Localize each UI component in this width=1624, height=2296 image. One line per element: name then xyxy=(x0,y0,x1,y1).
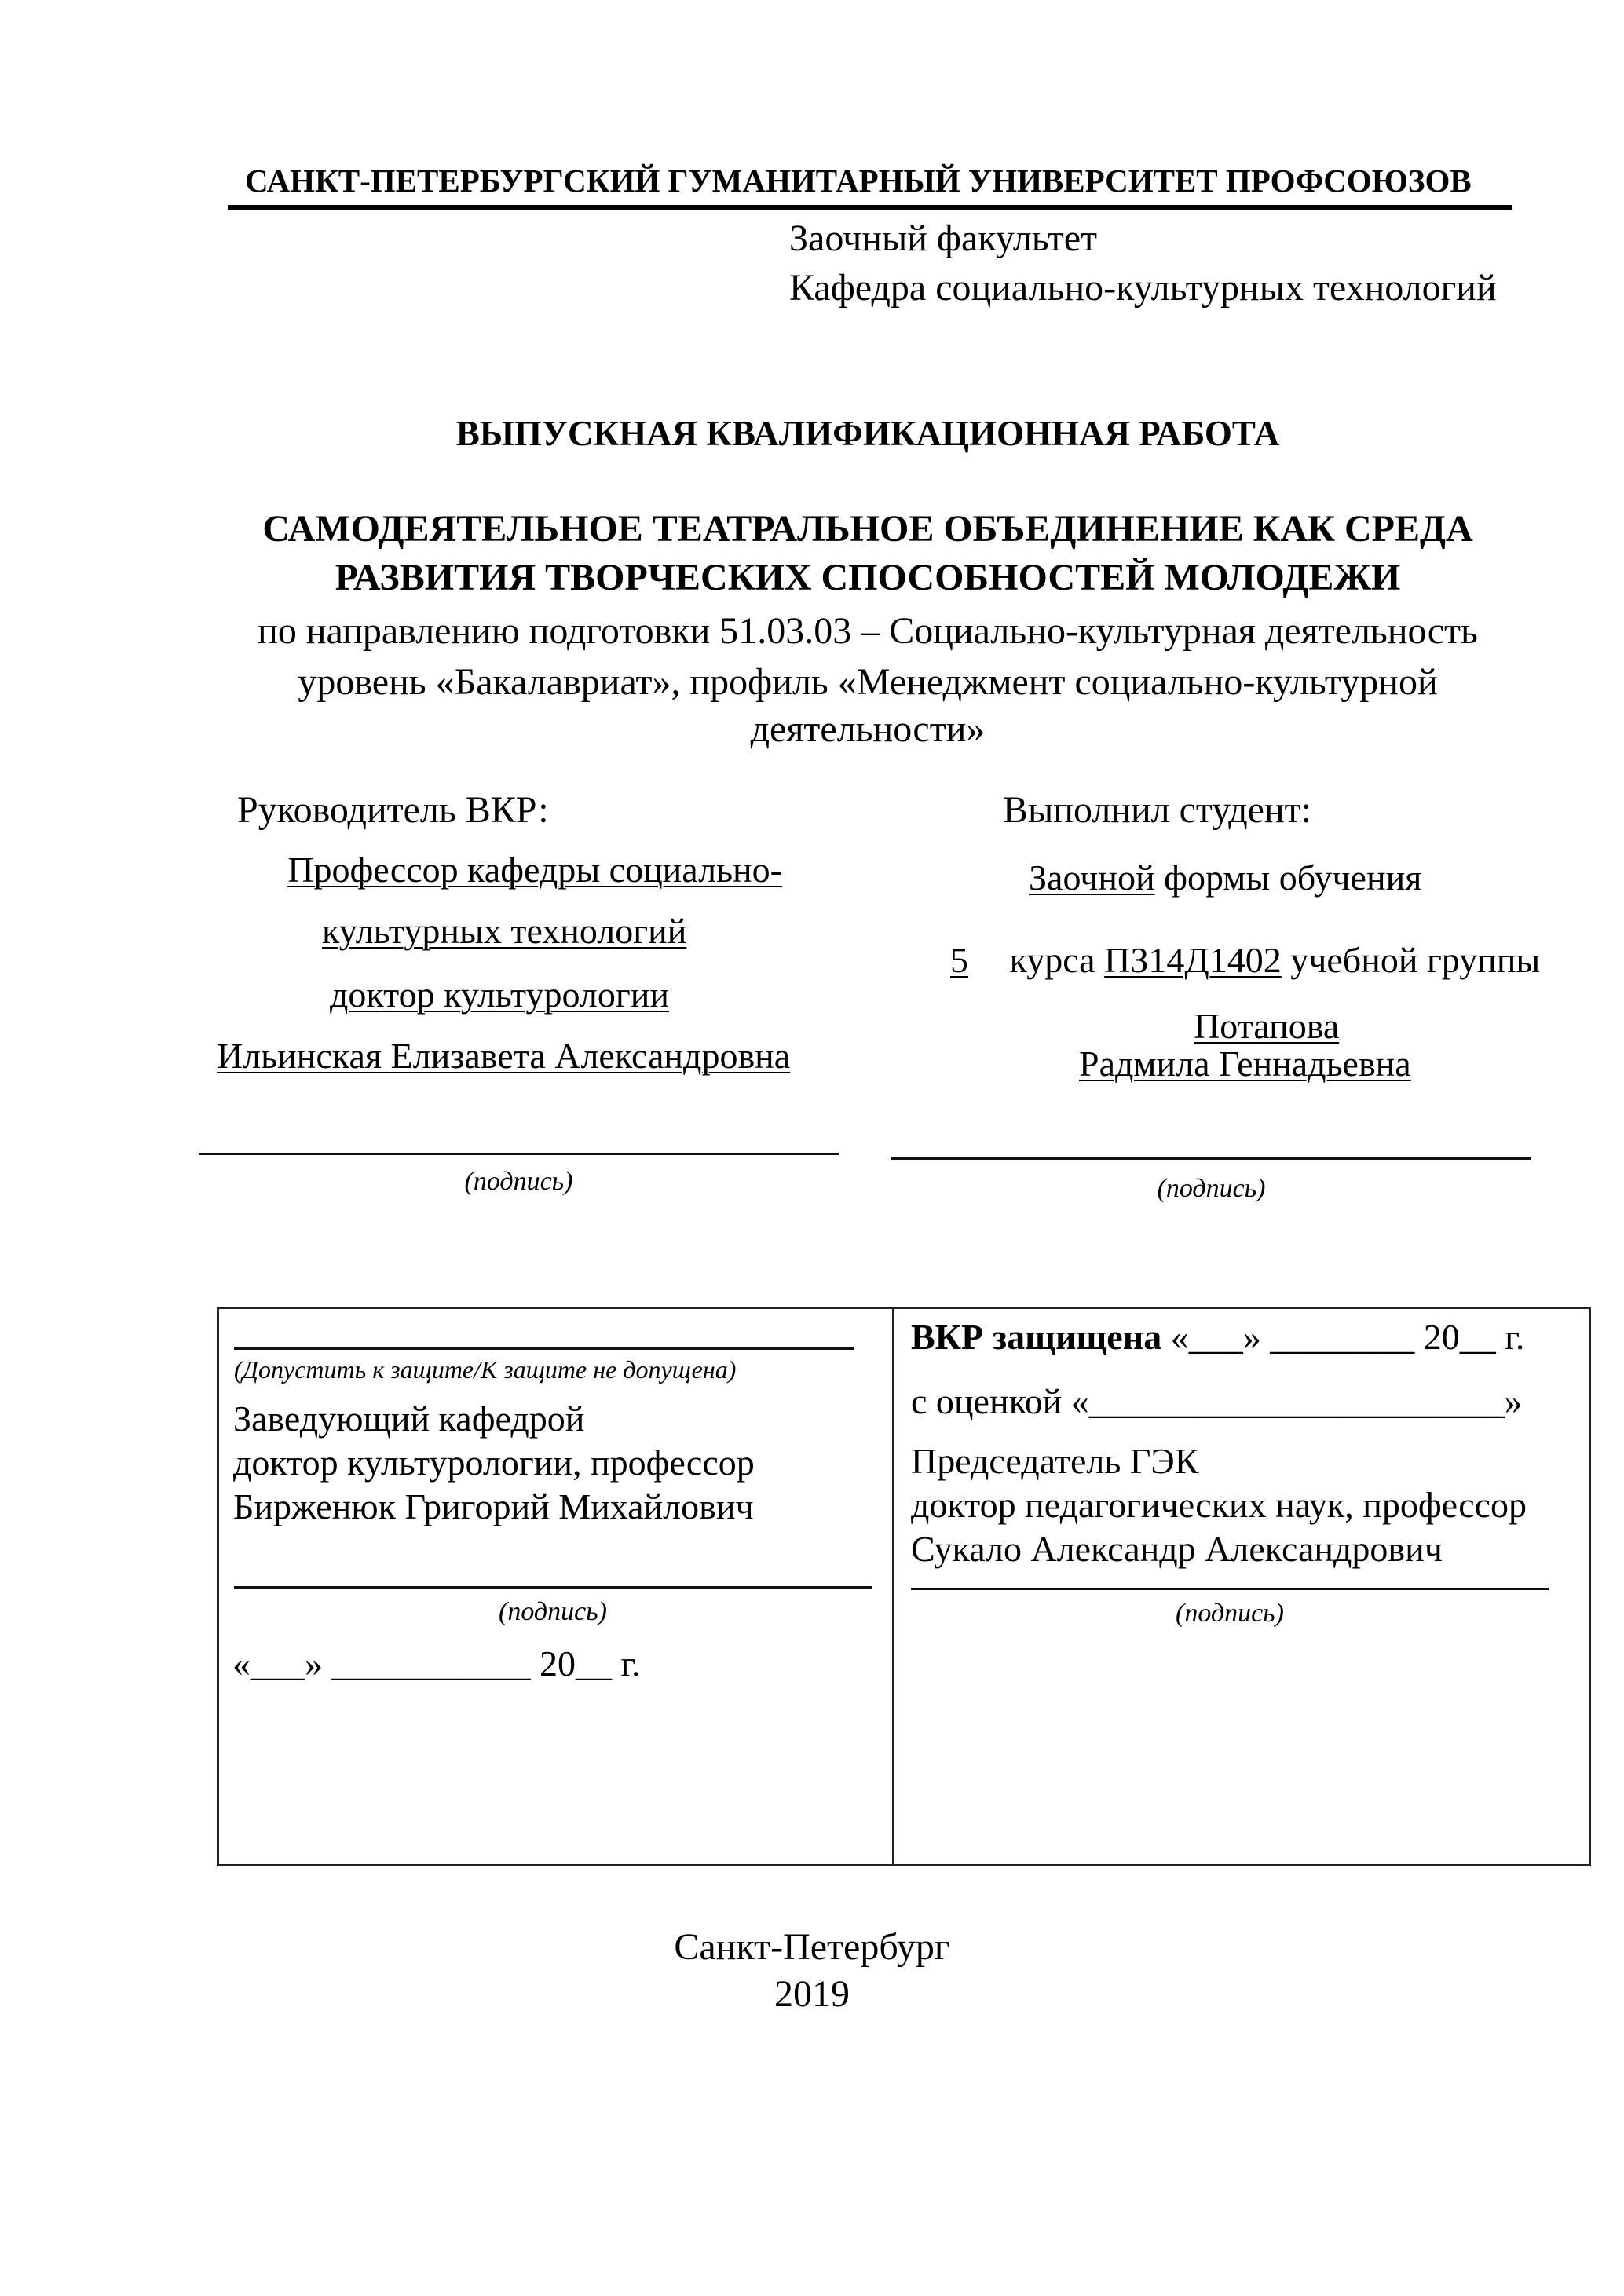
supervisor-position-line1 xyxy=(234,852,782,888)
head-of-department-role: Заведующий кафедрой xyxy=(233,1398,585,1439)
supervisor-position-text-2: культурных технологий xyxy=(322,911,687,951)
group-suffix: учебной группы xyxy=(1290,940,1541,980)
approval-box-divider xyxy=(892,1307,894,1866)
group-value: ПЗ14Д1402 xyxy=(1104,940,1282,980)
gek-signature-line[interactable] xyxy=(911,1588,1549,1590)
study-form-value: Заочной xyxy=(1029,857,1155,898)
thesis-title-line1: САМОДЕЯТЕЛЬНОЕ ТЕАТРАЛЬНОЕ ОБЪЕДИНЕНИЕ КАК СРЕДА xyxy=(262,508,1473,550)
student-label: Выполнил студент: xyxy=(1003,789,1311,831)
student-surname xyxy=(968,1008,1454,1044)
supervisor-name: Ильинская Елизавета Александровна xyxy=(217,1036,791,1076)
footer-city: Санкт-Петербург xyxy=(674,1926,950,1968)
student-signature-line[interactable] xyxy=(891,1157,1531,1160)
university-name: САНКТ-ПЕТЕРБУРГСКИЙ ГУМАНИТАРНЫЙ УНИВЕРСИТЕТ ПРОФСОЮЗОВ xyxy=(245,163,1472,199)
head-signature-caption: (подпись) xyxy=(499,1597,607,1626)
decision-line[interactable] xyxy=(234,1347,854,1350)
work-type-heading: ВЫПУСКНАЯ КВАЛИФИКАЦИОННАЯ РАБОТА xyxy=(455,414,1280,453)
supervisor-signature-caption: (подпись) xyxy=(464,1167,573,1196)
gek-chair-role: Председатель ГЭК xyxy=(911,1441,1199,1481)
direction-line2: уровень «Бакалавриат», профиль «Менеджмент социально-культурной xyxy=(298,661,1438,703)
direction-line3: деятельности» xyxy=(750,708,986,750)
course-value: 5 xyxy=(950,940,968,980)
department-name: Кафедра социально-культурных технологий xyxy=(789,267,1497,309)
supervisor-degree xyxy=(234,974,737,1015)
header-divider xyxy=(228,205,1512,210)
supervisor-label: Руководитель ВКР: xyxy=(237,789,549,831)
supervisor-position-line2 xyxy=(234,913,733,949)
admission-date-line[interactable]: «___» ___________ 20__ г. xyxy=(232,1643,641,1684)
surname-value: Потапова xyxy=(1194,1006,1340,1046)
supervisor-signature-line[interactable] xyxy=(199,1153,839,1155)
gek-signature-caption: (подпись) xyxy=(1176,1599,1284,1628)
given-names-value: Радмила Геннадьевна xyxy=(1079,1044,1411,1084)
defense-date-line[interactable] xyxy=(911,1319,1524,1355)
thesis-title-line2: РАЗВИТИЯ ТВОРЧЕСКИХ СПОСОБНОСТЕЙ МОЛОДЕЖИ xyxy=(335,557,1401,598)
head-of-department-name: Бирженюк Григорий Михайлович xyxy=(233,1486,754,1526)
student-signature-caption: (подпись) xyxy=(1157,1174,1266,1203)
course-label: курса xyxy=(1009,940,1095,980)
footer-year: 2019 xyxy=(774,1973,850,2015)
supervisor-degree-text: доктор культурологии xyxy=(330,974,669,1015)
gek-chair-degree: доктор педагогических наук, профессор xyxy=(911,1485,1527,1525)
direction-line1: по направлению подготовки 51.03.03 – Социально-культурная деятельность xyxy=(258,610,1478,652)
defended-date[interactable]: «___» ________ 20__ г. xyxy=(1170,1317,1525,1357)
head-of-department-degree: доктор культурологии, профессор xyxy=(233,1442,755,1483)
supervisor-position-text: Профессор кафедры социально- xyxy=(287,850,782,890)
student-course-group xyxy=(927,942,1540,978)
gek-chair-name: Сукало Александр Александрович xyxy=(911,1529,1443,1569)
decision-caption: (Допустить к защите/К защите не допущена) xyxy=(234,1355,737,1384)
student-given-names xyxy=(933,1046,1489,1082)
head-signature-line[interactable] xyxy=(234,1586,872,1589)
student-study-form xyxy=(1002,857,1422,898)
grade-line[interactable]: с оценкой «_______________________» xyxy=(911,1381,1523,1421)
faculty-name: Заочный факультет xyxy=(789,218,1098,259)
study-form-suffix: формы обучения xyxy=(1164,857,1422,898)
defended-label: ВКР защищена xyxy=(911,1317,1162,1357)
